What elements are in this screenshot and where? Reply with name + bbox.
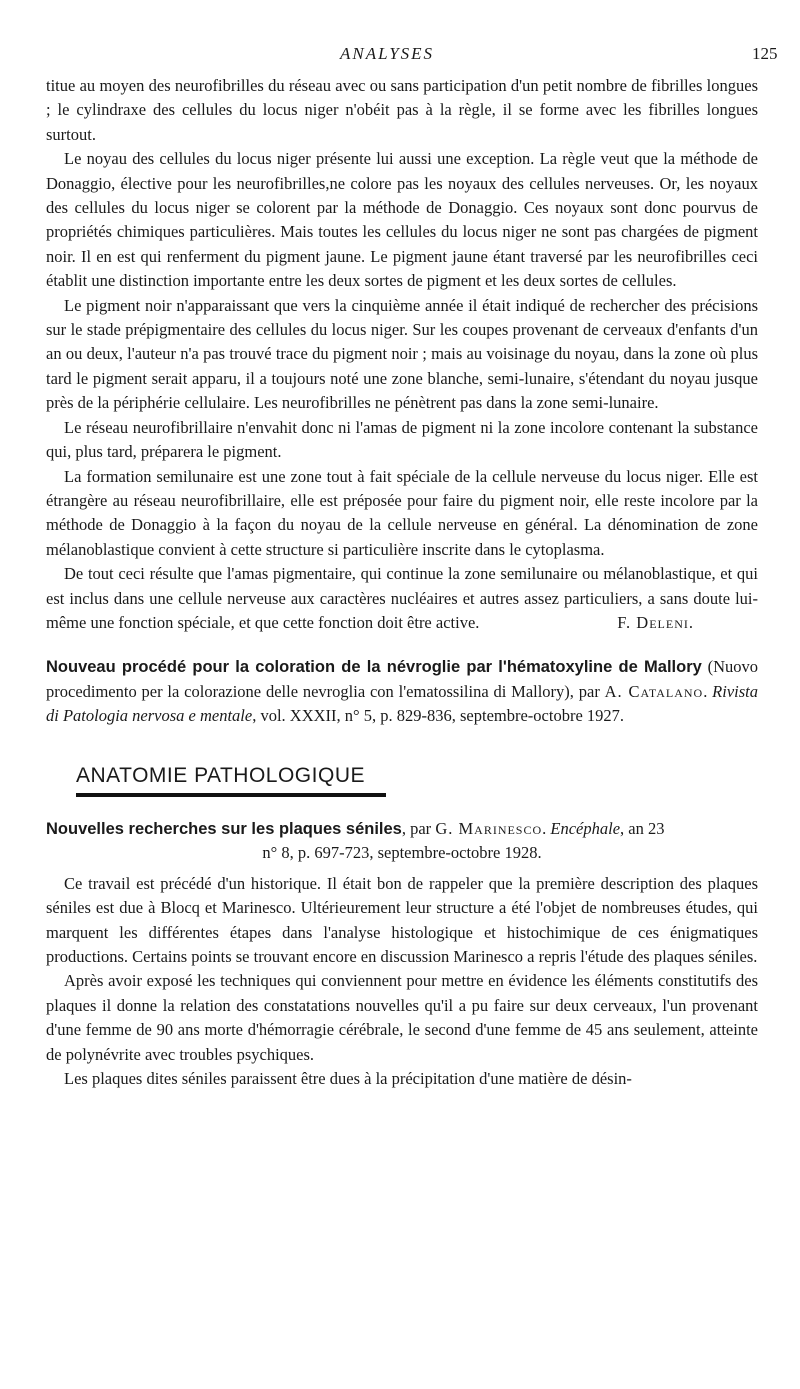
citation-details-line: n° 8, p. 697-723, septembre-octobre 1928.	[262, 843, 542, 863]
running-head: ANALYSES	[340, 44, 435, 63]
section-heading: ANATOMIE PATHOLOGIQUE	[76, 763, 365, 787]
body-text	[46, 74, 758, 1091]
article-title: Nouveau procédé pour la coloration de la névroglie par l'hématoxyline de Mallory	[46, 658, 702, 677]
page-number: 125	[752, 44, 778, 63]
citation-details: , vol. XXXII, n° 5, p. 829-836, septembre-octobre 1927.	[252, 706, 625, 726]
paragraph: Le pigment noir n'apparaissant que vers la cinquième année il était indiqué de rechercher des précisions sur le stade prépigmentaire des cellules du locus niger. Sur les coupes provenant de cerveaux d'enfants d'un an ou deux, l'auteur n'a pas trouvé trace du pigment noir ; mais au voisinage du noyau, dans la zone où plus tard le pigment serait apparu, il a toujours noté une zone blanche, semi-lunaire, s'étendant du noyau jusque près de la périphérie cellulaire. Les neurofibrilles ne pénètrent pas dans la zone semi-lunaire.	[46, 295, 758, 413]
review-signature: F. Deleni.	[617, 612, 694, 632]
citation-details: , an 23	[620, 818, 665, 838]
article-author: G. Marinesco	[435, 818, 543, 838]
journal-name: Encéphale	[550, 818, 621, 838]
paragraph: Le réseau neurofibrillaire n'envahit donc ni l'amas de pigment ni la zone incolore contenant la substance qui, plus tard, préparera le pigment.	[46, 417, 758, 462]
paragraph: Après avoir exposé les techniques qui conviennent pour mettre en évidence les éléments constitutifs des plaques il donne la relation des constatations nouvelles qu'il a pu faire sur deux cerveaux, l'un provenant d'une femme de 90 ans morte d'hémorragie cérébrale, le second d'une femme de 45 ans seulement, atteinte de polynévrite avec troubles psychiques.	[46, 971, 758, 1064]
paragraph: titue au moyen des neurofibrilles du réseau avec ou sans participation d'un petit nombre de fibrilles longues ; le cylindraxe des cellules du locus niger n'obéit pas à la règle, il se forme avec les fibrilles longues surtout.	[46, 76, 758, 144]
journal-name: Rivista di Patologia nervosa e mentale	[46, 681, 758, 726]
article-title: Nouvelles recherches sur les plaques séniles	[46, 819, 402, 838]
paragraph	[46, 562, 758, 635]
paragraph: Le noyau des cellules du locus niger présente lui aussi une exception. La règle veut que la méthode de Donaggio, élective pour les neurofibrilles,ne colore pas les noyaux des cellules nerveuses. Or, les noyaux des cellules du locus niger se colorent par la méthode de Donaggio. Ces noyaux sont donc pourvus de propriétés chimiques particulières. Mais toutes les cellules du locus niger ne sont pas chargées de pigment noir. Il en est qui renferment du pigment jaune. Le pigment jaune étant traversé par les neurofibrilles ceci établit une distinction importante entre les deux sortes de pigment et les deux sortes de cellules.	[46, 149, 758, 291]
article-author: A. Catalano	[604, 681, 704, 701]
citation-text: (Nuovo procedimento per la colorazione delle nevroglia con l'ematossilina di Mallory), par	[46, 657, 758, 701]
paragraph: Les plaques dites séniles paraissent être dues à la précipitation d'une matière de désin-	[64, 1069, 632, 1089]
citation-separator: .	[542, 818, 551, 838]
review-citation	[46, 655, 758, 728]
section-rule	[76, 793, 386, 797]
review-entry	[46, 817, 758, 866]
paragraph: Ce travail est précédé d'un historique. Il était bon de rappeler que la première description des plaques séniles est due à Blocq et Marinesco. Ultérieurement leur structure a été l'objet de nombreuses études, qui marquent les différentes étapes dans l'analyse histologique et histochimique de ces énigmatiques productions. Certains points se trouvant encore en discussion Marinesco a repris l'étude des plaques séniles.	[46, 873, 758, 966]
review-citation	[46, 817, 758, 841]
citation-separator: .	[703, 681, 713, 701]
paragraph-text: De tout ceci résulte que l'amas pigmentaire, qui continue la zone semilunaire ou mélanoblastique, et qui est inclus dans une cellule nerveuse aux caractères nucléaires et autres assez particuliers, a sans doute lui-même une fonction spéciale, et que cette fonction doit être active.	[46, 564, 758, 632]
paragraph: La formation semilunaire est une zone tout à fait spéciale de la cellule nerveuse du locus niger. Elle est étrangère au réseau neurofibrillaire, elle est préposée pour faire du pigment noir, elle reste incolore par la méthode de Donaggio à la façon du noyau de la cellule nerveuse en général. La dénomination de zone mélanoblastique convient à cette structure si particulière inscrite dans le cytoplasma.	[46, 466, 758, 559]
review-entry	[46, 655, 758, 728]
citation-text: , par	[401, 818, 436, 838]
